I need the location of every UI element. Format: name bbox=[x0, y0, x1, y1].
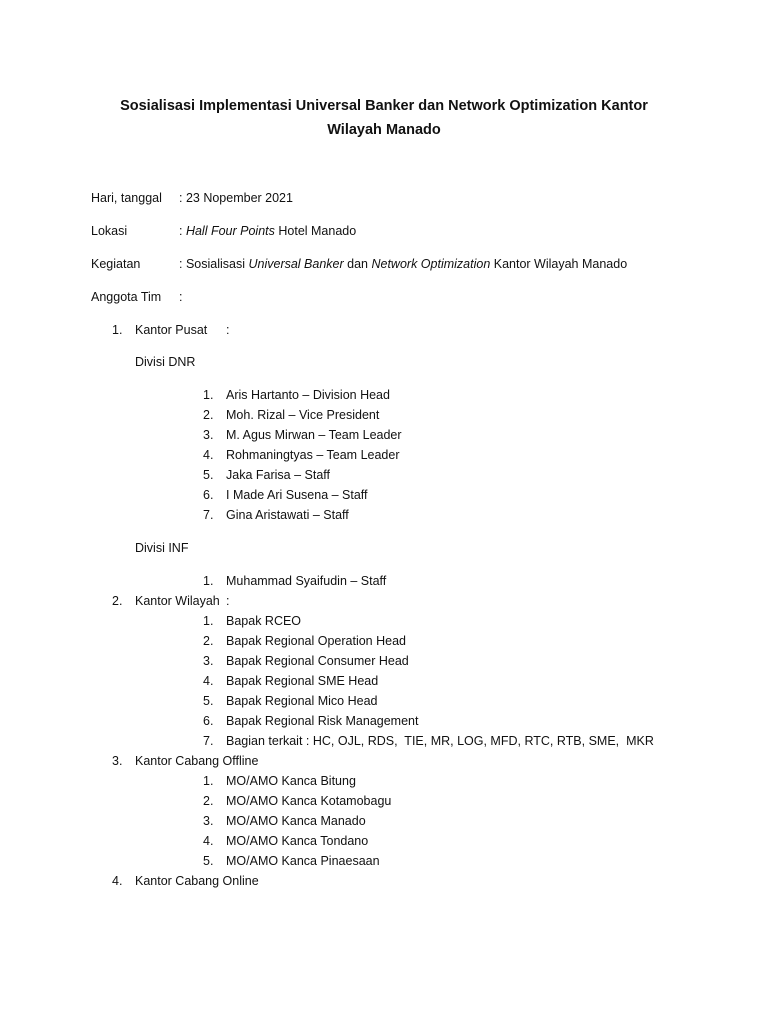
pusat-colon: : bbox=[226, 323, 230, 337]
dnr-item-text: Gina Aristawati – Staff bbox=[226, 508, 349, 522]
dnr-item-text: Rohmaningtyas – Team Leader bbox=[226, 448, 400, 462]
anggota-colon: : bbox=[179, 290, 183, 304]
dnr-item-text: I Made Ari Susena – Staff bbox=[226, 488, 368, 502]
offline-label: Kantor Cabang Offline bbox=[135, 754, 259, 768]
lokasi-venue-italic: Hall Four Points bbox=[185, 224, 275, 238]
dnr-item-text: Moh. Rizal – Vice President bbox=[226, 408, 380, 422]
dnr-item-number: 7. bbox=[203, 508, 214, 522]
wilayah-item-number: 3. bbox=[203, 654, 214, 668]
offline-item-number: 5. bbox=[203, 854, 214, 868]
wilayah-item-number: 2. bbox=[203, 634, 214, 648]
kegiatan-italic-2: Network Optimization bbox=[371, 257, 491, 271]
dnr-item-number: 3. bbox=[203, 428, 214, 442]
kegiatan-italic-1: Universal Banker bbox=[248, 257, 344, 271]
dnr-item-text: Jaka Farisa – Staff bbox=[226, 468, 330, 482]
lokasi-value bbox=[179, 224, 356, 238]
dnr-item-number: 1. bbox=[203, 388, 214, 402]
offline-item-text: MO/AMO Kanca Pinaesaan bbox=[226, 854, 380, 868]
hari-label: Hari, tanggal bbox=[91, 191, 162, 205]
lokasi-label: Lokasi bbox=[91, 224, 128, 238]
divisi-dnr-label: Divisi DNR bbox=[135, 355, 196, 369]
offline-item-text: MO/AMO Kanca Manado bbox=[226, 814, 366, 828]
wilayah-item-text: Bapak Regional Risk Management bbox=[226, 714, 419, 728]
kegiatan-part-1: : Sosialisasi bbox=[179, 257, 249, 271]
online-number: 4. bbox=[112, 874, 123, 888]
offline-item-text: MO/AMO Kanca Kotamobagu bbox=[226, 794, 392, 808]
document-title-line-1: Sosialisasi Implementasi Universal Banker dan Network Optimization Kantor bbox=[120, 98, 648, 114]
wilayah-item-text: Bagian terkait : HC, OJL, RDS, TIE, MR, LOG, MFD, RTC, RTB, SME, MKR bbox=[226, 734, 654, 748]
dnr-item-number: 4. bbox=[203, 448, 214, 462]
wilayah-item-text: Bapak Regional Operation Head bbox=[226, 634, 406, 648]
anggota-label: Anggota Tim bbox=[91, 290, 162, 304]
offline-item-text: MO/AMO Kanca Bitung bbox=[226, 774, 356, 788]
online-label: Kantor Cabang Online bbox=[135, 874, 259, 888]
document-title-line-2: Wilayah Manado bbox=[327, 122, 441, 138]
dnr-item-number: 2. bbox=[203, 408, 214, 422]
dnr-item-text: Aris Hartanto – Division Head bbox=[226, 388, 390, 402]
inf-item-text: Muhammad Syaifudin – Staff bbox=[226, 574, 387, 588]
divisi-inf-label: Divisi INF bbox=[135, 541, 189, 555]
offline-item-number: 2. bbox=[203, 794, 214, 808]
wilayah-item-text: Bapak Regional SME Head bbox=[226, 674, 379, 688]
offline-item-number: 1. bbox=[203, 774, 214, 788]
offline-item-text: MO/AMO Kanca Tondano bbox=[226, 834, 369, 848]
offline-item-number: 3. bbox=[203, 814, 214, 828]
inf-item-number: 1. bbox=[203, 574, 214, 588]
kegiatan-part-2: dan bbox=[343, 257, 372, 271]
offline-number: 3. bbox=[112, 754, 123, 768]
lokasi-rest: Hotel Manado bbox=[274, 224, 357, 238]
dnr-item-number: 6. bbox=[203, 488, 214, 502]
wilayah-item-number: 1. bbox=[203, 614, 214, 628]
pusat-label: Kantor Pusat bbox=[135, 323, 208, 337]
wilayah-item-number: 4. bbox=[203, 674, 214, 688]
wilayah-item-number: 7. bbox=[203, 734, 214, 748]
dnr-item-text: M. Agus Mirwan – Team Leader bbox=[226, 428, 402, 442]
dnr-item-number: 5. bbox=[203, 468, 214, 482]
offline-item-number: 4. bbox=[203, 834, 214, 848]
pusat-number: 1. bbox=[112, 323, 123, 337]
kegiatan-part-3: Kantor Wilayah Manado bbox=[490, 257, 628, 271]
wilayah-item-text: Bapak Regional Mico Head bbox=[226, 694, 378, 708]
wilayah-number: 2. bbox=[112, 594, 123, 608]
kegiatan-label: Kegiatan bbox=[91, 257, 141, 271]
wilayah-label: Kantor Wilayah bbox=[135, 594, 220, 608]
kegiatan-value bbox=[179, 257, 627, 271]
wilayah-colon: : bbox=[226, 594, 230, 608]
wilayah-item-text: Bapak RCEO bbox=[226, 614, 302, 628]
wilayah-item-number: 6. bbox=[203, 714, 214, 728]
wilayah-item-number: 5. bbox=[203, 694, 214, 708]
lokasi-prefix: : bbox=[179, 224, 186, 238]
hari-value: : 23 Nopember 2021 bbox=[179, 191, 293, 205]
wilayah-item-text: Bapak Regional Consumer Head bbox=[226, 654, 409, 668]
